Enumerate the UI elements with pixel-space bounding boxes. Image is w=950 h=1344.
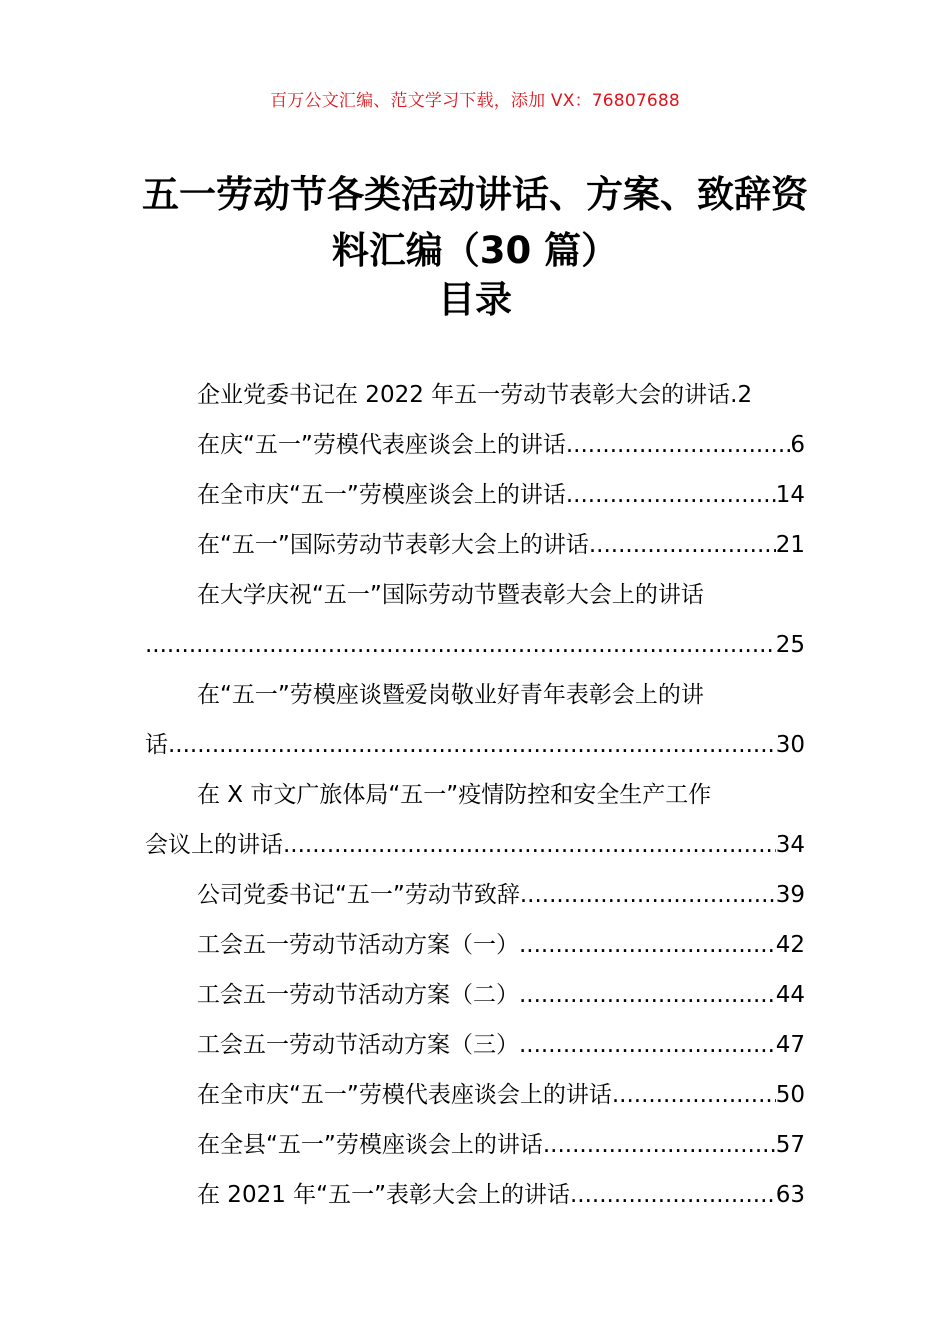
toc-entry-title: 在“五一”劳模座谈暨爱岗敬业好青年表彰会上的讲 (197, 682, 704, 708)
toc-entry[interactable] (145, 770, 805, 870)
toc-leader-dots (168, 720, 776, 770)
toc-entry-title: 在 X 市文广旅体局“五一”疫情防控和安全生产工作 (197, 782, 712, 808)
toc-leader-dots (520, 870, 776, 920)
toc-entry[interactable] (145, 420, 805, 470)
toc-entry-title: 工会五一劳动节活动方案（一） (197, 932, 519, 958)
toc-entry[interactable] (145, 1120, 805, 1170)
toc-entry-title: 在全市庆“五一”劳模座谈会上的讲话 (197, 482, 566, 508)
toc-entry[interactable] (145, 1070, 805, 1120)
toc-entry-title: 在 2021 年“五一”表彰大会上的讲话 (197, 1182, 570, 1208)
toc-leader-dots (566, 420, 791, 470)
toc-entry-title: 在全市庆“五一”劳模代表座谈会上的讲话 (197, 1082, 612, 1108)
toc-entry[interactable] (145, 920, 805, 970)
toc-entry-title: 公司党委书记“五一”劳动节致辞 (197, 882, 520, 908)
toc-leader-dots (283, 820, 776, 870)
toc-entry-title: 工会五一劳动节活动方案（二） (197, 982, 519, 1008)
toc-heading: 目录 (438, 278, 512, 321)
toc-entry-page: 2 (737, 382, 753, 408)
toc-entry-page: 14 (775, 482, 805, 508)
toc-entry[interactable] (145, 670, 805, 770)
toc-entry-page: 63 (775, 1182, 805, 1208)
toc-leader-dots (145, 620, 776, 670)
header-note: 百万公文汇编、范文学习下载，添加 VX：76807688 (270, 91, 680, 111)
toc-leader-dots (519, 920, 776, 970)
toc-entry[interactable] (145, 570, 805, 670)
toc-leader-dots (566, 470, 776, 520)
toc-entry-title: 在庆“五一”劳模代表座谈会上的讲话 (197, 432, 566, 458)
toc-entry-page: 57 (775, 1132, 805, 1158)
toc-entry[interactable] (145, 1170, 805, 1220)
toc-leader-dots (519, 1020, 776, 1070)
toc-entry-page: 47 (775, 1032, 805, 1058)
toc-entry[interactable] (145, 520, 805, 570)
toc-leader-dots (612, 1070, 776, 1120)
toc-entry-page: 6 (790, 432, 805, 458)
toc-leader-dots (543, 1120, 776, 1170)
document-title-line-2: 料汇编（30 篇） (331, 229, 619, 272)
toc-leader-dots (589, 520, 776, 570)
toc-entry-page: 34 (775, 832, 805, 858)
toc-entry-title-continued: 话 (145, 732, 168, 758)
toc-entry[interactable] (145, 870, 805, 920)
toc-entry-title: 在“五一”国际劳动节表彰大会上的讲话 (197, 532, 589, 558)
toc-entry[interactable] (145, 370, 805, 420)
toc-entry-page: 42 (775, 932, 805, 958)
toc-entry[interactable] (145, 1020, 805, 1070)
toc-entry[interactable] (145, 470, 805, 520)
toc-entry-page: 21 (775, 532, 805, 558)
toc-entry-page: 50 (775, 1082, 805, 1108)
toc-entry-page: 30 (775, 732, 805, 758)
toc-entry-title: 工会五一劳动节活动方案（三） (197, 1032, 519, 1058)
toc-entry[interactable] (145, 970, 805, 1020)
document-title-line-1: 五一劳动节各类活动讲话、方案、致辞资 (142, 173, 808, 216)
toc-entry-title: 在大学庆祝“五一”国际劳动节暨表彰大会上的讲话 (197, 582, 704, 608)
toc-entry-page: 25 (775, 632, 805, 658)
toc-leader-dots (570, 1170, 776, 1220)
toc-leader-dots (519, 970, 776, 1020)
toc-entry-title: 企业党委书记在 2022 年五一劳动节表彰大会的讲话. (197, 382, 738, 408)
toc-entry-page: 44 (775, 982, 805, 1008)
toc-entry-page: 39 (775, 882, 805, 908)
table-of-contents (145, 370, 805, 1220)
toc-entry-title: 在全县“五一”劳模座谈会上的讲话 (197, 1132, 543, 1158)
toc-entry-title-continued: 会议上的讲话 (145, 832, 283, 858)
